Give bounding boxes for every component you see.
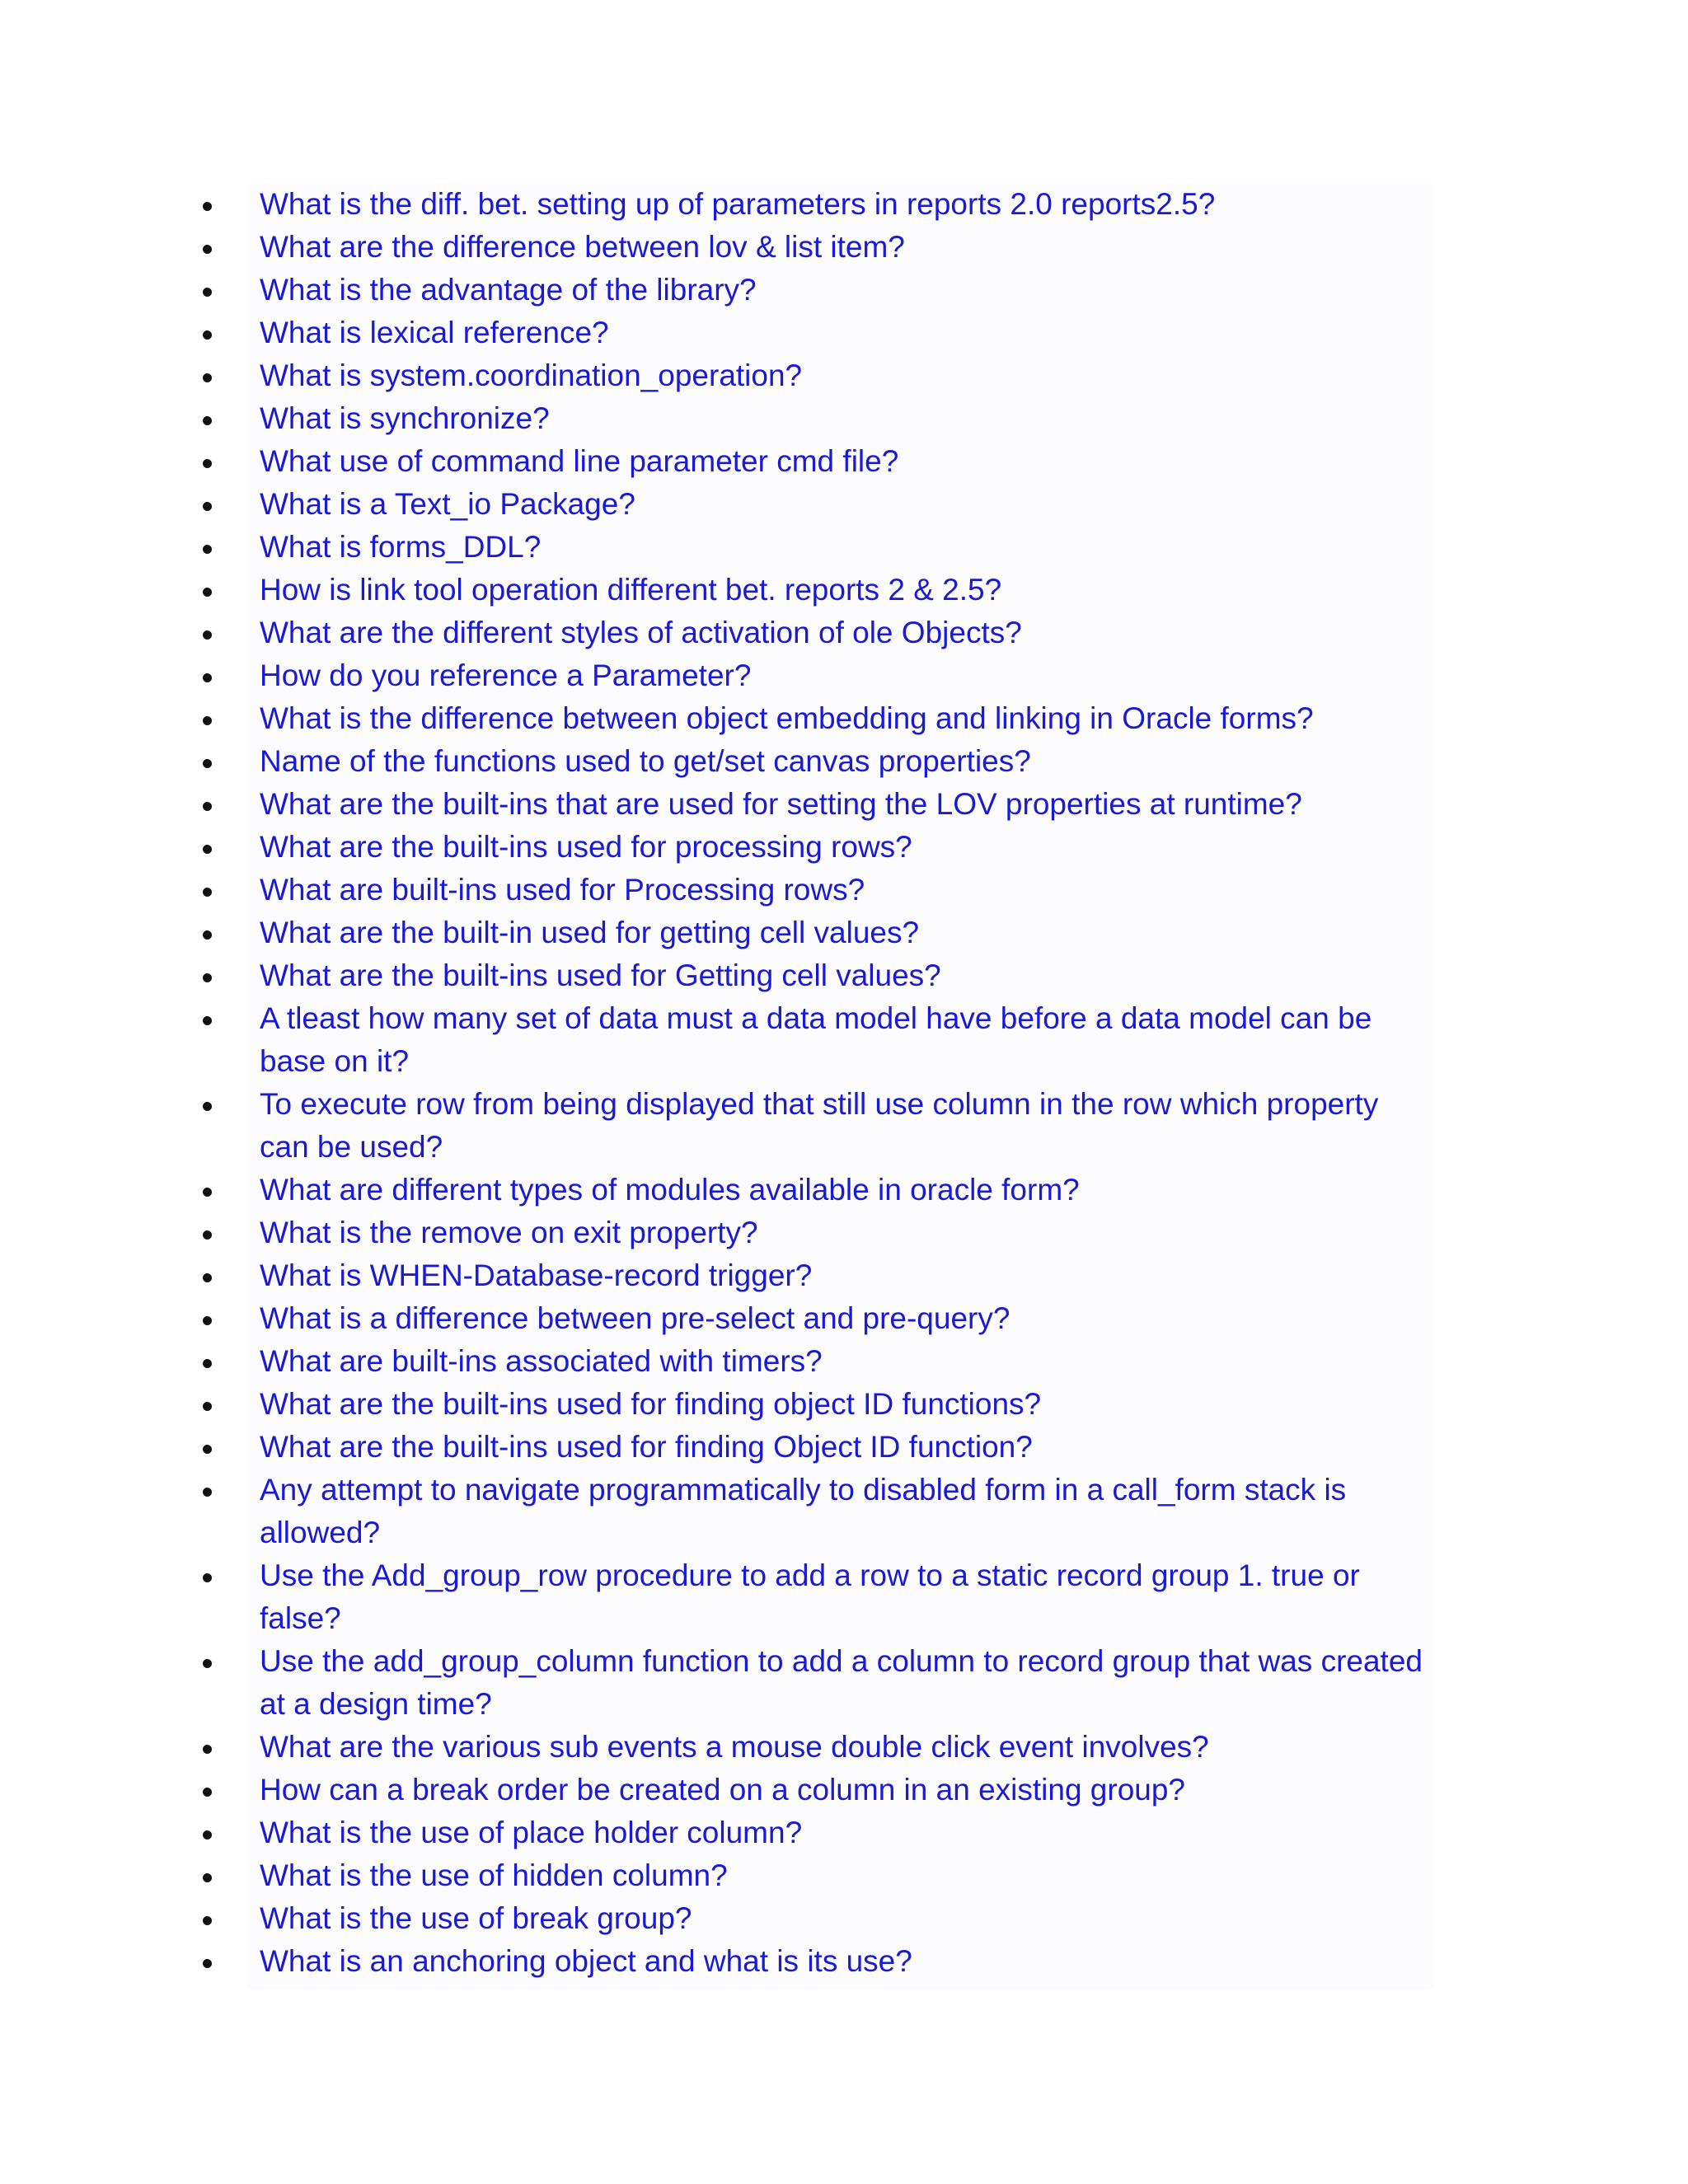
bullet-icon — [203, 288, 212, 297]
question-item — [247, 1940, 1434, 1983]
question-item — [247, 697, 1434, 740]
bullet-icon — [203, 1316, 212, 1325]
question-item — [247, 912, 1434, 954]
bullet-icon — [203, 1916, 212, 1925]
bullet-icon — [203, 588, 212, 597]
question-text-block — [247, 183, 1434, 1990]
question-text: What is synchronize? — [260, 401, 550, 435]
question-text: A tleast how many set of data must a data model have before a data model can be base on it? — [260, 1001, 1372, 1078]
question-text: To execute row from being displayed that still use column in the row which property can be used? — [260, 1087, 1379, 1164]
question-item — [247, 1469, 1434, 1554]
question-text: Any attempt to navigate programmatically to disabled form in a call_form stack is allowed? — [260, 1473, 1347, 1549]
question-text: What is a difference between pre-select and pre-query? — [260, 1301, 1010, 1335]
question-text: What is the use of place holder column? — [260, 1816, 803, 1849]
question-item — [247, 1769, 1434, 1811]
bullet-icon — [203, 416, 212, 425]
bullet-icon — [203, 245, 212, 254]
bullet-icon — [203, 1359, 212, 1368]
bullet-icon — [203, 1016, 212, 1025]
question-item — [247, 654, 1434, 697]
question-item — [247, 1554, 1434, 1640]
bullet-icon — [203, 1573, 212, 1582]
bullet-icon — [203, 1873, 212, 1882]
question-item — [247, 440, 1434, 483]
question-item — [247, 354, 1434, 397]
question-item — [247, 312, 1434, 354]
question-list — [247, 183, 1434, 1983]
question-text: What are the various sub events a mouse double click event involves? — [260, 1730, 1209, 1764]
question-text: Name of the functions used to get/set canvas properties? — [260, 744, 1031, 778]
question-item — [247, 1254, 1434, 1297]
bullet-icon — [203, 930, 212, 940]
bullet-icon — [203, 330, 212, 340]
question-item — [247, 483, 1434, 526]
question-text: What are the built-ins used for finding object ID functions? — [260, 1387, 1042, 1421]
question-item — [247, 1897, 1434, 1940]
bullet-icon — [203, 459, 212, 468]
question-text: What is system.coordination_operation? — [260, 359, 803, 392]
question-text: What are the built-ins used for processing rows? — [260, 830, 912, 864]
question-text: What are the built-ins that are used for setting the LOV properties at runtime? — [260, 787, 1302, 821]
bullet-icon — [203, 502, 212, 511]
question-text: What is the difference between object embedding and linking in Oracle forms? — [260, 701, 1314, 735]
question-text: How is link tool operation different bet. reports 2 & 2.5? — [260, 573, 1002, 607]
bullet-icon — [203, 1959, 212, 1968]
question-item — [247, 1811, 1434, 1854]
bullet-icon — [203, 545, 212, 554]
question-text: What is the use of break group? — [260, 1901, 692, 1935]
question-item — [247, 269, 1434, 312]
bullet-icon — [203, 1402, 212, 1411]
question-text: What are built-ins used for Processing rows? — [260, 873, 865, 907]
bullet-icon — [203, 1788, 212, 1797]
question-text: What are built-ins associated with timers? — [260, 1344, 823, 1378]
question-text: What are the different styles of activation of ole Objects? — [260, 616, 1022, 649]
question-item — [247, 1169, 1434, 1212]
bullet-icon — [203, 716, 212, 725]
question-item — [247, 1212, 1434, 1254]
question-item — [247, 783, 1434, 826]
bullet-icon — [203, 1102, 212, 1111]
bullet-icon — [203, 1488, 212, 1497]
question-text: What are the built-in used for getting cell values? — [260, 916, 920, 949]
question-item — [247, 740, 1434, 783]
question-text: How can a break order be created on a column in an existing group? — [260, 1773, 1186, 1807]
bullet-icon — [203, 759, 212, 768]
question-text: What is lexical reference? — [260, 316, 609, 349]
question-text: How do you reference a Parameter? — [260, 658, 752, 692]
bullet-icon — [203, 1230, 212, 1240]
question-text: What is a Text_io Package? — [260, 487, 635, 521]
bullet-icon — [203, 673, 212, 682]
question-item — [247, 1640, 1434, 1726]
question-text: Use the Add_group_row procedure to add a row to a static record group 1. true or false? — [260, 1558, 1360, 1635]
bullet-icon — [203, 1659, 212, 1668]
bullet-icon — [203, 1273, 212, 1282]
question-item — [247, 569, 1434, 612]
bullet-icon — [203, 1745, 212, 1754]
bullet-icon — [203, 802, 212, 811]
question-text: What use of command line parameter cmd file? — [260, 444, 899, 478]
question-item — [247, 612, 1434, 654]
question-text: What is the advantage of the library? — [260, 273, 757, 307]
question-item — [247, 1426, 1434, 1469]
bullet-icon — [203, 630, 212, 640]
question-item — [247, 183, 1434, 226]
question-text: What are the built-ins used for finding Object ID function? — [260, 1430, 1033, 1464]
question-item — [247, 397, 1434, 440]
question-text: What is an anchoring object and what is its use? — [260, 1944, 912, 1978]
bullet-icon — [203, 1188, 212, 1197]
bullet-icon — [203, 1830, 212, 1840]
question-item — [247, 226, 1434, 269]
bullet-icon — [203, 888, 212, 897]
question-text: What are the difference between lov & list item? — [260, 230, 905, 264]
question-text: What is the diff. bet. setting up of parameters in reports 2.0 reports2.5? — [260, 187, 1216, 221]
question-item — [247, 826, 1434, 869]
question-item — [247, 1297, 1434, 1340]
bullet-icon — [203, 973, 212, 982]
bullet-icon — [203, 373, 212, 382]
bullet-icon — [203, 1445, 212, 1454]
question-text: What is forms_DDL? — [260, 530, 542, 564]
question-text: What are the built-ins used for Getting cell values? — [260, 958, 941, 992]
bullet-icon — [203, 202, 212, 211]
question-item — [247, 1083, 1434, 1169]
question-text: Use the add_group_column function to add a column to record group that was created at a design time? — [260, 1644, 1423, 1721]
question-item — [247, 1726, 1434, 1769]
question-item — [247, 869, 1434, 912]
question-text: What is WHEN-Database-record trigger? — [260, 1258, 813, 1292]
question-item — [247, 954, 1434, 997]
question-text: What is the remove on exit property? — [260, 1216, 758, 1249]
question-text: What are different types of modules available in oracle form? — [260, 1173, 1080, 1207]
question-item — [247, 1383, 1434, 1426]
question-item — [247, 1340, 1434, 1383]
question-item — [247, 997, 1434, 1083]
question-item — [247, 1854, 1434, 1897]
question-text: What is the use of hidden column? — [260, 1858, 728, 1892]
bullet-icon — [203, 845, 212, 854]
question-item — [247, 526, 1434, 569]
